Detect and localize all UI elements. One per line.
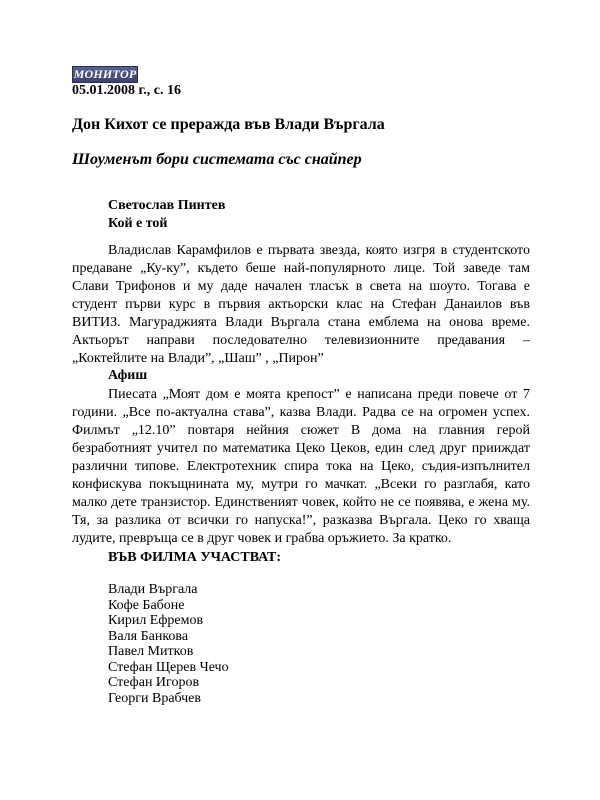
cast-item: Павел Митков: [108, 644, 194, 659]
section-label: Кой е той: [108, 216, 168, 231]
author-block: [108, 197, 225, 233]
cast-item: Влади Въргала: [108, 582, 198, 597]
publication-date: 05.01.2008 г., с. 16: [72, 83, 181, 98]
cast-item: Стефан Щерев Чечо: [108, 659, 229, 675]
cast-item: Стефан Игоров: [108, 675, 200, 690]
paragraph-intro: Владислав Карамфилов е първата звезда, която изгря в студентското предаване „Ку-ку”, където беше най-популярното лице. Той заведе там Слави Трифонов и му даде начален тласък в света на шоуто. Тогава е студент първи курс в първия актьорски клас на Стефан Данаилов във ВИТИЗ. Магураджията Влади Въргала стана емблема на онова време. Актьорът направи последователно телевизионните предавания – „Коктейлите на Влади”, „Шаш” , „Пирон”: [72, 243, 530, 366]
article-title: Дон Кихот се преражда във Влади Въргала: [72, 116, 385, 133]
cast-item: Кирил Ефремов: [108, 613, 204, 628]
newspaper-logo: МОНИТОР: [73, 67, 137, 81]
cast-list: [108, 582, 229, 706]
cast-item: Георги Врабчев: [108, 690, 201, 706]
author-name: Светослав Пинтев: [108, 198, 226, 213]
paragraph-play: Пиесата „Моят дом е моята крепост” е написана преди повече от 7 години. „Все по-актуална става”, казва Влади. Радва се на огромен успех. Филмът „12.10” повтаря нейния сюжет В дома на главния герой безработният учител по математика Цеко Цеков, един след друг прииждат различни типове. Електротехник спира тока на Цеко, съдия-изпълнител конфискува покъщнината му, мутри го мачкат. „Всеки го разглабя, като малко дете транзистор. Единственият човек, който не се появява, е жена му. Тя, за разлика от всички го напуска!”, разказва Въргала. Цеко го хваща лудите, превръща се в друг човек и грабва оръжието. За кратко.: [72, 387, 530, 546]
cast-heading: ВЪВ ФИЛМА УЧАСТВАТ:: [108, 550, 282, 565]
article-subtitle: Шоуменът бори системата със снайпер: [72, 151, 362, 168]
cast-item: Кофе Бабоне: [108, 597, 185, 613]
afish-heading: Афиш: [108, 368, 148, 383]
cast-item: Валя Банкова: [108, 628, 189, 644]
